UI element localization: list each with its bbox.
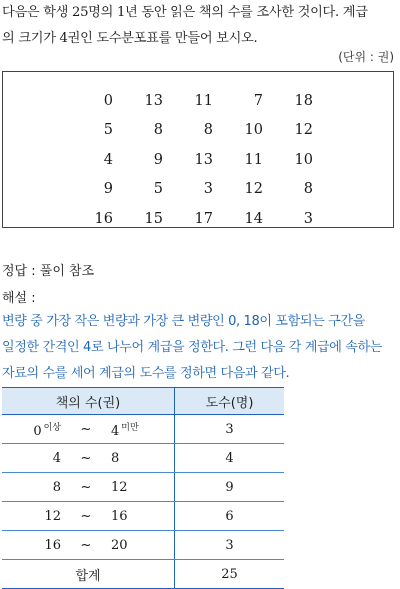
range-tilde: ~ — [80, 537, 92, 553]
interval-upper — [111, 451, 145, 466]
explanation-line-1: 변량 중 가장 작은 변량과 가장 큰 변량인 0, 18이 포함되는 구간을 — [2, 314, 365, 329]
table-row — [2, 502, 284, 531]
range-tilde: ~ — [80, 450, 92, 466]
total-count: 25 — [175, 560, 285, 589]
class-interval — [3, 451, 173, 466]
interval-lower-value: 16 — [44, 537, 61, 553]
data-cell: 18 — [294, 92, 313, 109]
data-cell: 11 — [194, 92, 213, 109]
explanation-label: 해설 : — [2, 291, 36, 306]
interval-upper — [111, 538, 145, 553]
range-tilde: ~ — [80, 479, 92, 495]
interval-lower — [31, 509, 61, 524]
interval-lower — [31, 538, 61, 553]
data-cell: 8 — [203, 122, 213, 139]
data-cell: 10 — [244, 122, 263, 139]
inclusive-marker: 이상 — [43, 422, 61, 433]
data-cell: 10 — [294, 151, 313, 168]
total-row — [2, 560, 284, 589]
interval-upper-value: 4 — [111, 423, 120, 439]
header-frequency: 도수(명) — [175, 388, 285, 415]
problem-text: 년 동안 읽은 책의 수를 조사한 것이다. 계급 — [125, 5, 368, 20]
interval-upper-value: 16 — [111, 508, 128, 524]
data-cell: 9 — [153, 151, 163, 168]
class-interval — [3, 509, 173, 524]
interval-upper — [111, 420, 145, 439]
class-interval-cell — [2, 473, 175, 502]
frequency-cell: 3 — [175, 531, 285, 560]
interval-upper-value: 8 — [111, 450, 120, 466]
data-row — [63, 175, 313, 205]
data-row — [63, 116, 313, 146]
class-interval-cell — [2, 531, 175, 560]
data-row — [63, 86, 313, 116]
answer-label: 정답 : 풀이 참조 — [2, 264, 95, 279]
data-cell: 4 — [103, 151, 113, 168]
interval-upper-value: 20 — [111, 537, 128, 553]
data-cell: 5 — [103, 122, 113, 139]
student-count: 25 — [71, 5, 89, 20]
data-row — [63, 145, 313, 175]
explanation-text — [2, 309, 400, 387]
year-count: 1 — [116, 5, 126, 20]
interval-upper — [111, 480, 145, 495]
range-tilde: ~ — [80, 508, 92, 524]
data-cell: 14 — [244, 210, 263, 227]
class-interval — [3, 420, 173, 439]
data-cell: 8 — [303, 181, 313, 198]
interval-lower — [31, 420, 61, 439]
interval-lower-value: 4 — [52, 450, 61, 466]
class-width: 4 — [59, 31, 68, 46]
frequency-table — [2, 387, 284, 589]
table-row — [2, 531, 284, 560]
data-row — [63, 204, 313, 234]
header-books: 책의 수(권) — [2, 388, 175, 415]
data-cell: 12 — [244, 181, 263, 198]
interval-upper-value: 12 — [111, 479, 128, 495]
problem-statement — [2, 0, 398, 52]
data-cell: 17 — [194, 210, 213, 227]
class-interval-cell — [2, 444, 175, 473]
data-grid — [63, 86, 313, 234]
data-cell: 0 — [103, 92, 113, 109]
table-row — [2, 415, 284, 444]
class-interval — [3, 480, 173, 495]
interval-lower-value: 8 — [52, 479, 61, 495]
data-cell: 8 — [153, 122, 163, 139]
interval-lower — [31, 451, 61, 466]
frequency-cell: 3 — [175, 415, 285, 444]
total-label: 합계 — [2, 560, 175, 589]
data-cell: 9 — [103, 181, 113, 198]
data-cell: 7 — [253, 92, 263, 109]
data-cell: 16 — [94, 210, 113, 227]
data-cell: 5 — [153, 181, 163, 198]
range-tilde: ~ — [80, 421, 92, 437]
explanation-line-2: 일정한 간격인 4로 나누어 계급을 정한다. 그런 다음 각 계급에 속하는 — [2, 340, 383, 355]
data-cell: 12 — [294, 122, 313, 139]
data-cell: 11 — [244, 151, 263, 168]
table-row — [2, 473, 284, 502]
frequency-cell: 6 — [175, 502, 285, 531]
problem-line-1 — [2, 0, 398, 26]
interval-lower-value: 0 — [33, 423, 42, 439]
class-interval — [3, 538, 173, 553]
interval-upper — [111, 509, 145, 524]
interval-lower — [31, 480, 61, 495]
data-cell: 13 — [144, 92, 163, 109]
problem-text: 의 크기가 — [2, 31, 60, 46]
problem-text: 명의 — [88, 5, 117, 20]
data-cell: 13 — [194, 151, 213, 168]
interval-lower-value: 12 — [44, 508, 61, 524]
table-row — [2, 444, 284, 473]
exclusive-marker: 미만 — [121, 422, 139, 433]
data-box — [2, 71, 394, 228]
class-interval-cell — [2, 415, 175, 444]
class-interval-cell — [2, 502, 175, 531]
data-cell: 15 — [144, 210, 163, 227]
frequency-cell: 4 — [175, 444, 285, 473]
problem-text: 다음은 학생 — [2, 5, 72, 20]
unit-label: (단위 : 권) — [338, 50, 394, 64]
data-cell: 3 — [203, 181, 213, 198]
data-cell: 3 — [303, 210, 313, 227]
explanation-line-3: 자료의 수를 세어 계급의 도수를 정하면 다음과 같다. — [2, 366, 290, 381]
frequency-cell: 9 — [175, 473, 285, 502]
problem-text: 권인 도수분포표를 만들어 보시오. — [67, 31, 258, 46]
table-header-row — [2, 388, 284, 415]
